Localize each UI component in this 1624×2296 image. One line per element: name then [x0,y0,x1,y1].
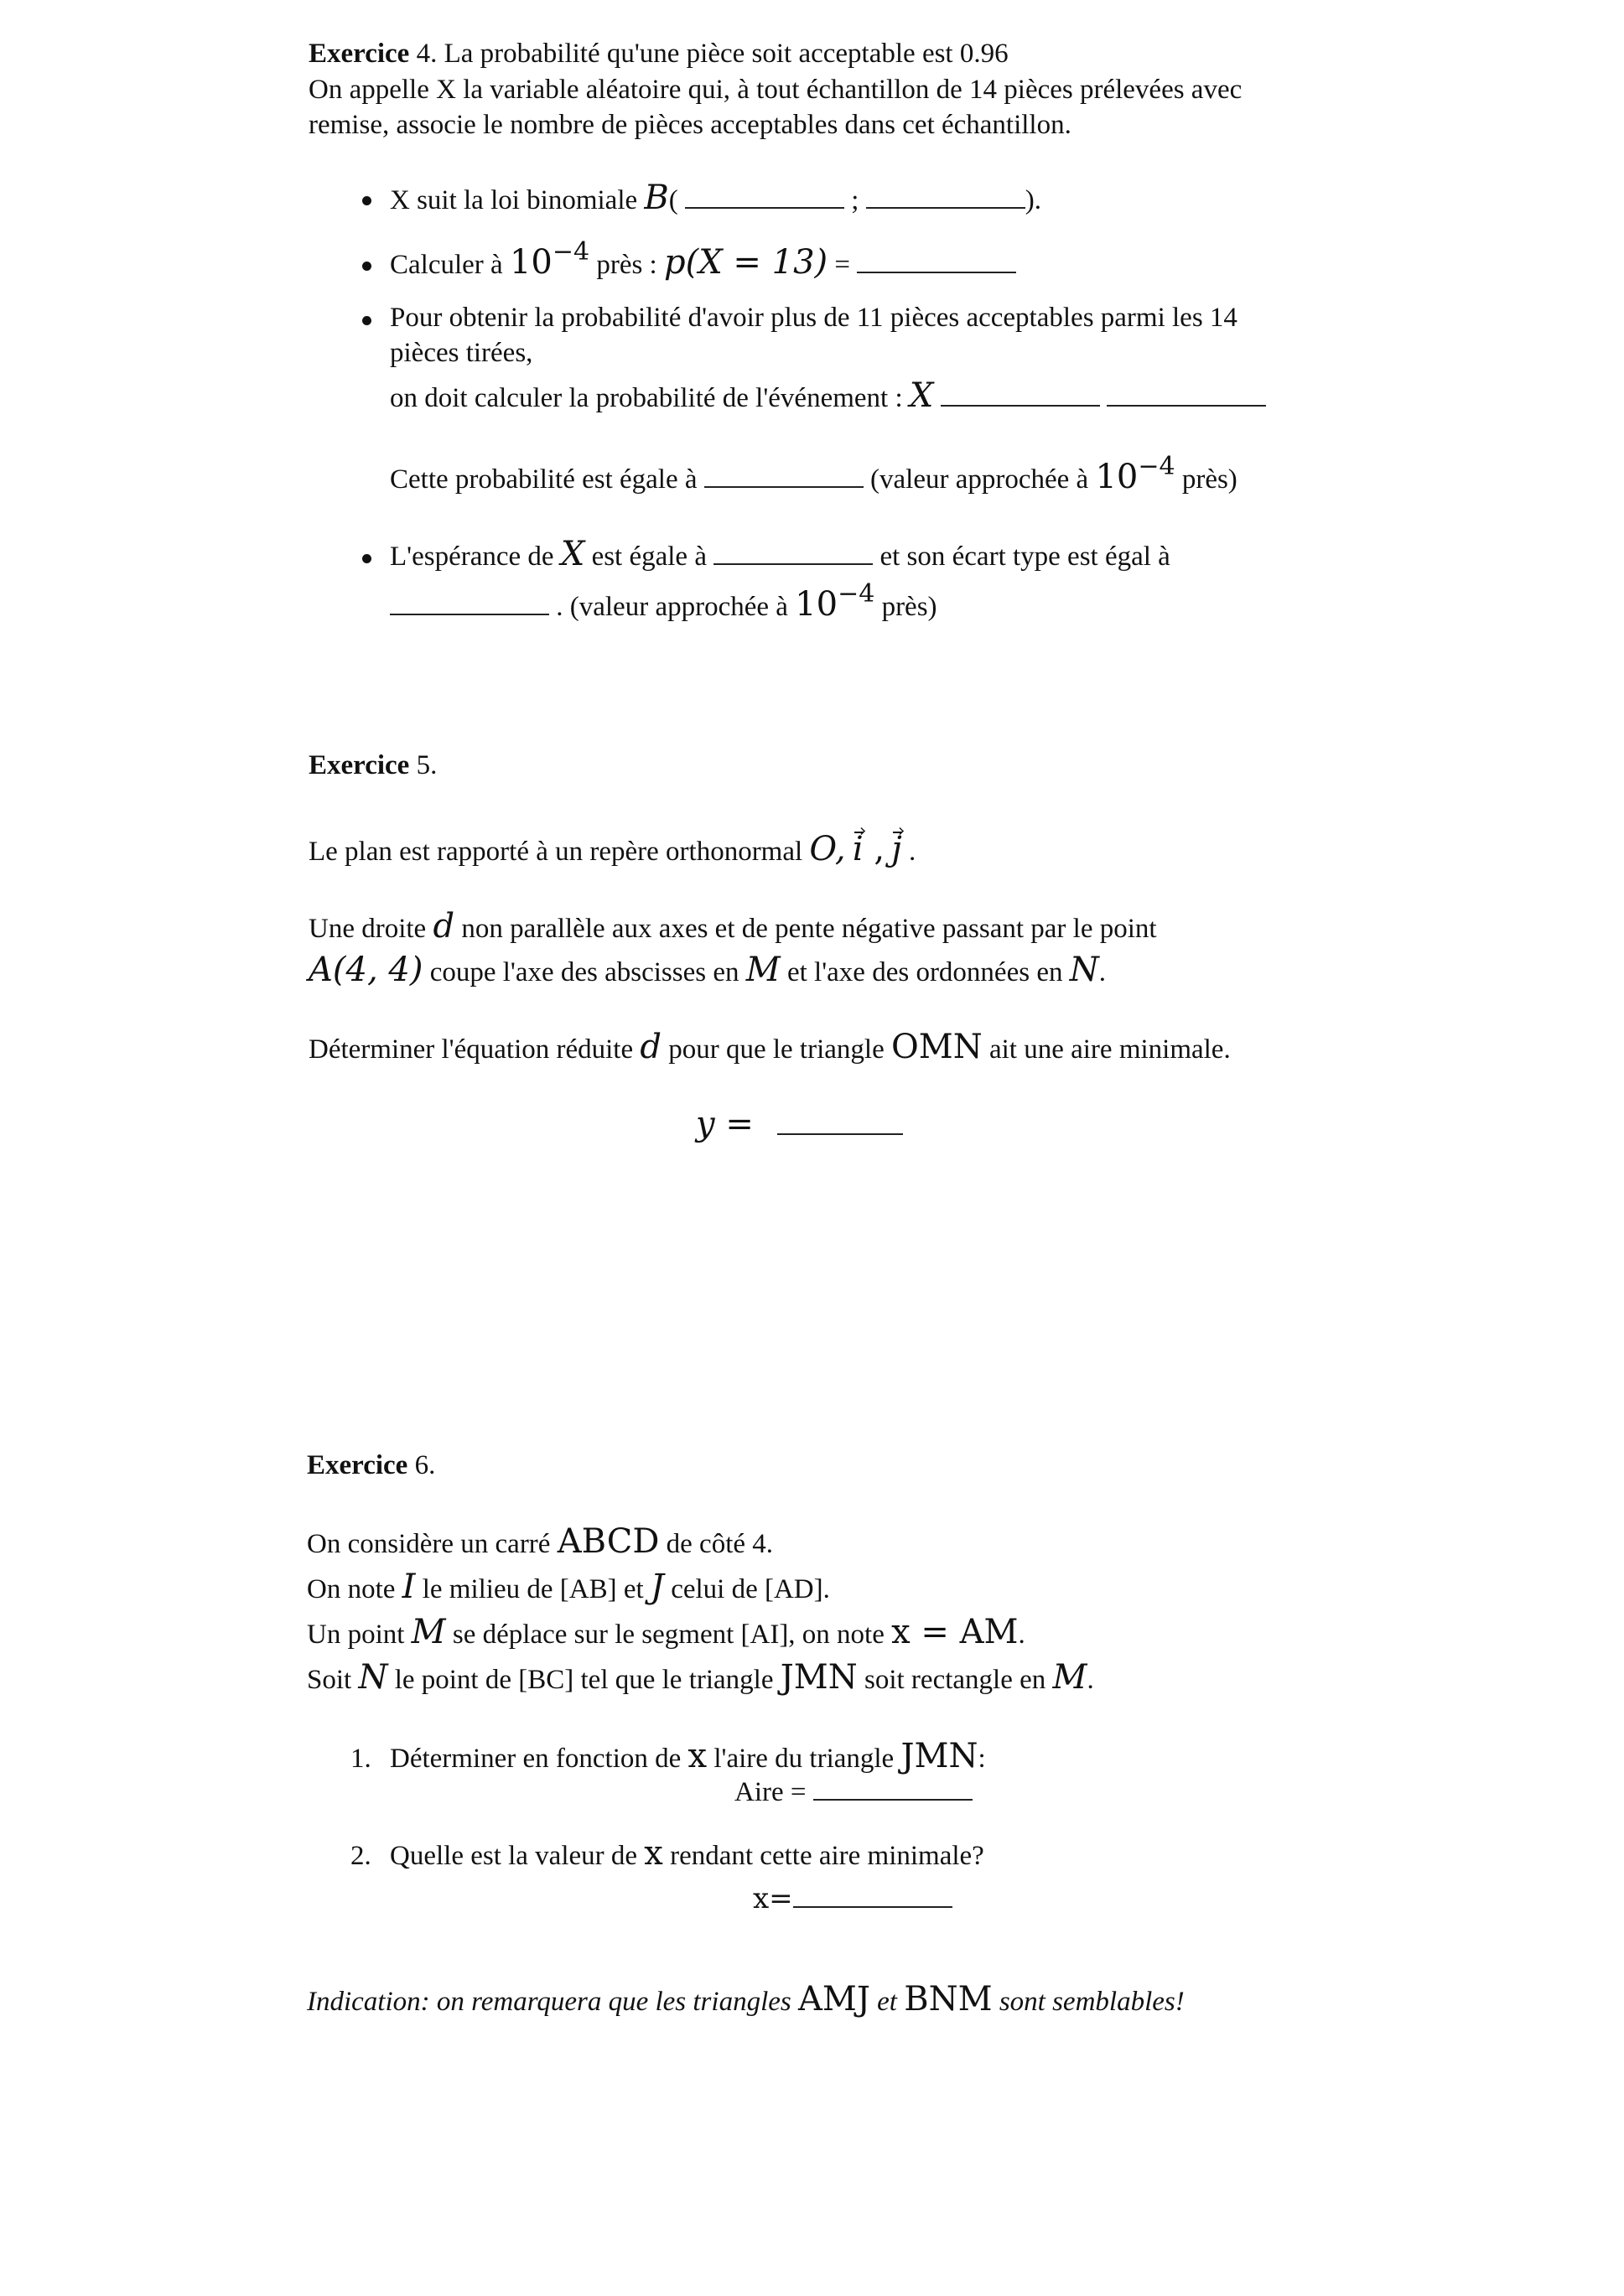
equation-answer-blank[interactable] [777,1132,903,1135]
ex6-q2-answer: x= [753,1882,952,1915]
expectation-blank[interactable] [713,562,873,565]
ex4-bullet4-line2: . (valeur approchée à 10−4 près) [390,585,937,624]
ex5-frame-text: Le plan est rapporté à un repère orthonormal O, i , j . [309,830,916,868]
ex4-bullet-binomial: X suit la loi binomiale B( ; ). [390,179,1041,217]
event-value-blank[interactable] [1107,403,1266,407]
ex6-line4: Soit N le point de [BC] tel que le triangle JMN soit rectangle en M. [307,1658,1094,1697]
ex6-line2: On note I le milieu de [AB] et J celui de [AD]. [307,1568,830,1606]
ex4-bullet-p13: Calculer à 10−4 près : p(X = 13) = [390,243,1016,282]
ex4-title-rest: 4. La probabilité qu'une pièce soit acceptable est 0.96 [409,39,1009,69]
std-dev-blank[interactable] [390,612,549,615]
ex4-bullet3-line1: Pour obtenir la probabilité d'avoir plus de 11 pièces acceptables parmi les 14 [390,303,1237,333]
event-operator-blank[interactable] [941,403,1100,407]
ex6-q2: 2. Quelle est la valeur de x rendant cette aire minimale? [350,1834,984,1873]
ex4-bullet3-line4: Cette probabilité est égale à (valeur approchée à 10−4 près) [390,452,1237,496]
ex5-line-desc-1: Une droite d non parallèle aux axes et de pente négative passant par le point [309,907,1157,946]
bullet-icon [362,554,371,563]
ex6-line3: Un point M se déplace sur le segment [AI], on note x = AM. [307,1613,1025,1651]
ex6-q1: 1. Déterminer en fonction de x l'aire du triangle JMN: [350,1737,986,1775]
ex5-question: Déterminer l'équation réduite d pour que le triangle OMN ait une aire minimale. [309,1028,1231,1066]
ex4-line3: remise, associe le nombre de pièces acceptables dans cet échantillon. [309,110,1071,140]
binomial-B: B [644,179,669,217]
ex4-bullet4-line1: L'espérance de X est égale à et son écart type est égal à [390,535,1170,573]
ex4-bullet3-line2: pièces tirées, [390,338,533,368]
ex4-title [309,39,1009,70]
ex6-hint: Indication: on remarquera que les triangles AMJ et BNM sont semblables! [307,1980,1185,2019]
ex6-title: Exercice 6. [307,1450,436,1480]
x-answer-blank[interactable] [793,1905,952,1908]
ex6-q1-answer: Aire = [734,1777,973,1808]
ex5-line-desc-2: A(4, 4) coupe l'axe des abscisses en M et l'axe des ordonnées en N. [309,951,1106,989]
ex5-title: Exercice 5. [309,750,438,780]
binomial-p-blank[interactable] [866,205,1025,209]
area-answer-blank[interactable] [813,1797,973,1801]
vector-j: j [891,830,902,868]
event-probability-blank[interactable] [704,485,864,488]
ex4-title-bold: Exercice [309,39,410,69]
bullet-icon [362,316,371,325]
formula-p-x-13: p(X = 13) [663,243,828,282]
ex4-bullet3-line3: on doit calculer la probabilité de l'événement : X [390,376,1266,415]
binomial-n-blank[interactable] [685,205,844,209]
bullet-icon [362,196,371,205]
ex4-line2: On appelle X la variable aléatoire qui, à tout échantillon de 14 pièces prélevées avec [309,75,1243,105]
vector-i: i [852,830,864,868]
p13-answer-blank[interactable] [857,270,1016,273]
bullet-icon [362,262,371,271]
ex5-answer: y = [696,1105,903,1143]
ex6-line1: On considère un carré ABCD de côté 4. [307,1522,774,1561]
